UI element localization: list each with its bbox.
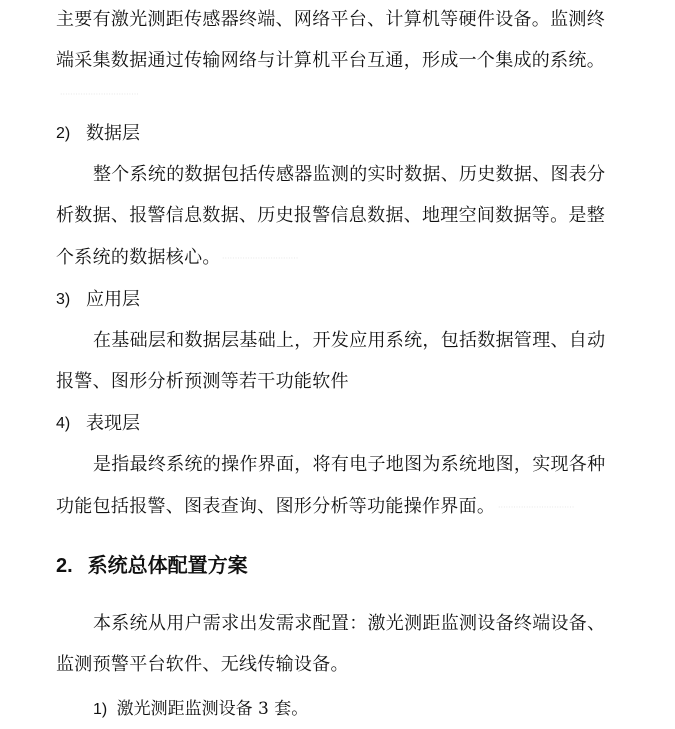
paragraph-line: 在基础层和数据层基础上，开发应用系统，包括数据管理、自动 bbox=[93, 330, 606, 351]
paragraph-line: 功能包括报警、图表查询、图形分析等功能操作界面。 bbox=[56, 496, 496, 517]
list-item-title: 数据层 bbox=[86, 123, 140, 144]
list-number: 2) bbox=[56, 125, 71, 142]
paragraph-line: 析数据、报警信息数据、历史报警信息数据、地理空间数据等。是整 bbox=[56, 205, 605, 226]
section-number: 2. bbox=[56, 555, 73, 577]
list-number: 3) bbox=[56, 291, 71, 308]
paragraph-line: 是指最终系统的操作界面，将有电子地图为系统地图，实现各种 bbox=[93, 454, 606, 475]
section-heading bbox=[56, 551, 248, 580]
list-number: 4) bbox=[56, 415, 71, 432]
paragraph-line: 报警、图形分析预测等若干功能软件 bbox=[56, 371, 349, 392]
list-item-title: 应用层 bbox=[86, 289, 140, 310]
watermark-mark: ······························· bbox=[60, 90, 139, 99]
sub-list-number: 1) bbox=[93, 701, 108, 718]
paragraph-line: 端采集数据通过传输网络与计算机平台互通，形成一个集成的系统。 bbox=[56, 50, 605, 71]
section-title: 系统总体配置方案 bbox=[87, 553, 248, 577]
watermark-mark: ······························ bbox=[222, 254, 299, 263]
paragraph-line: 监测预警平台软件、无线传输设备。 bbox=[56, 654, 349, 675]
paragraph-line: 个系统的数据核心。 bbox=[56, 247, 221, 268]
list-item-title: 表现层 bbox=[86, 413, 140, 434]
paragraph-line: 主要有激光测距传感器终端、网络平台、计算机等硬件设备。监测终 bbox=[56, 9, 605, 30]
paragraph-line: 整个系统的数据包括传感器监测的实时数据、历史数据、图表分 bbox=[93, 164, 606, 185]
sub-list-item bbox=[93, 697, 308, 722]
sub-list-text: 激光测距监测设备 3 套。 bbox=[116, 699, 309, 719]
paragraph-line: 本系统从用户需求出发需求配置：激光测距监测设备终端设备、 bbox=[93, 613, 606, 634]
watermark-mark: ······························ bbox=[498, 503, 575, 512]
